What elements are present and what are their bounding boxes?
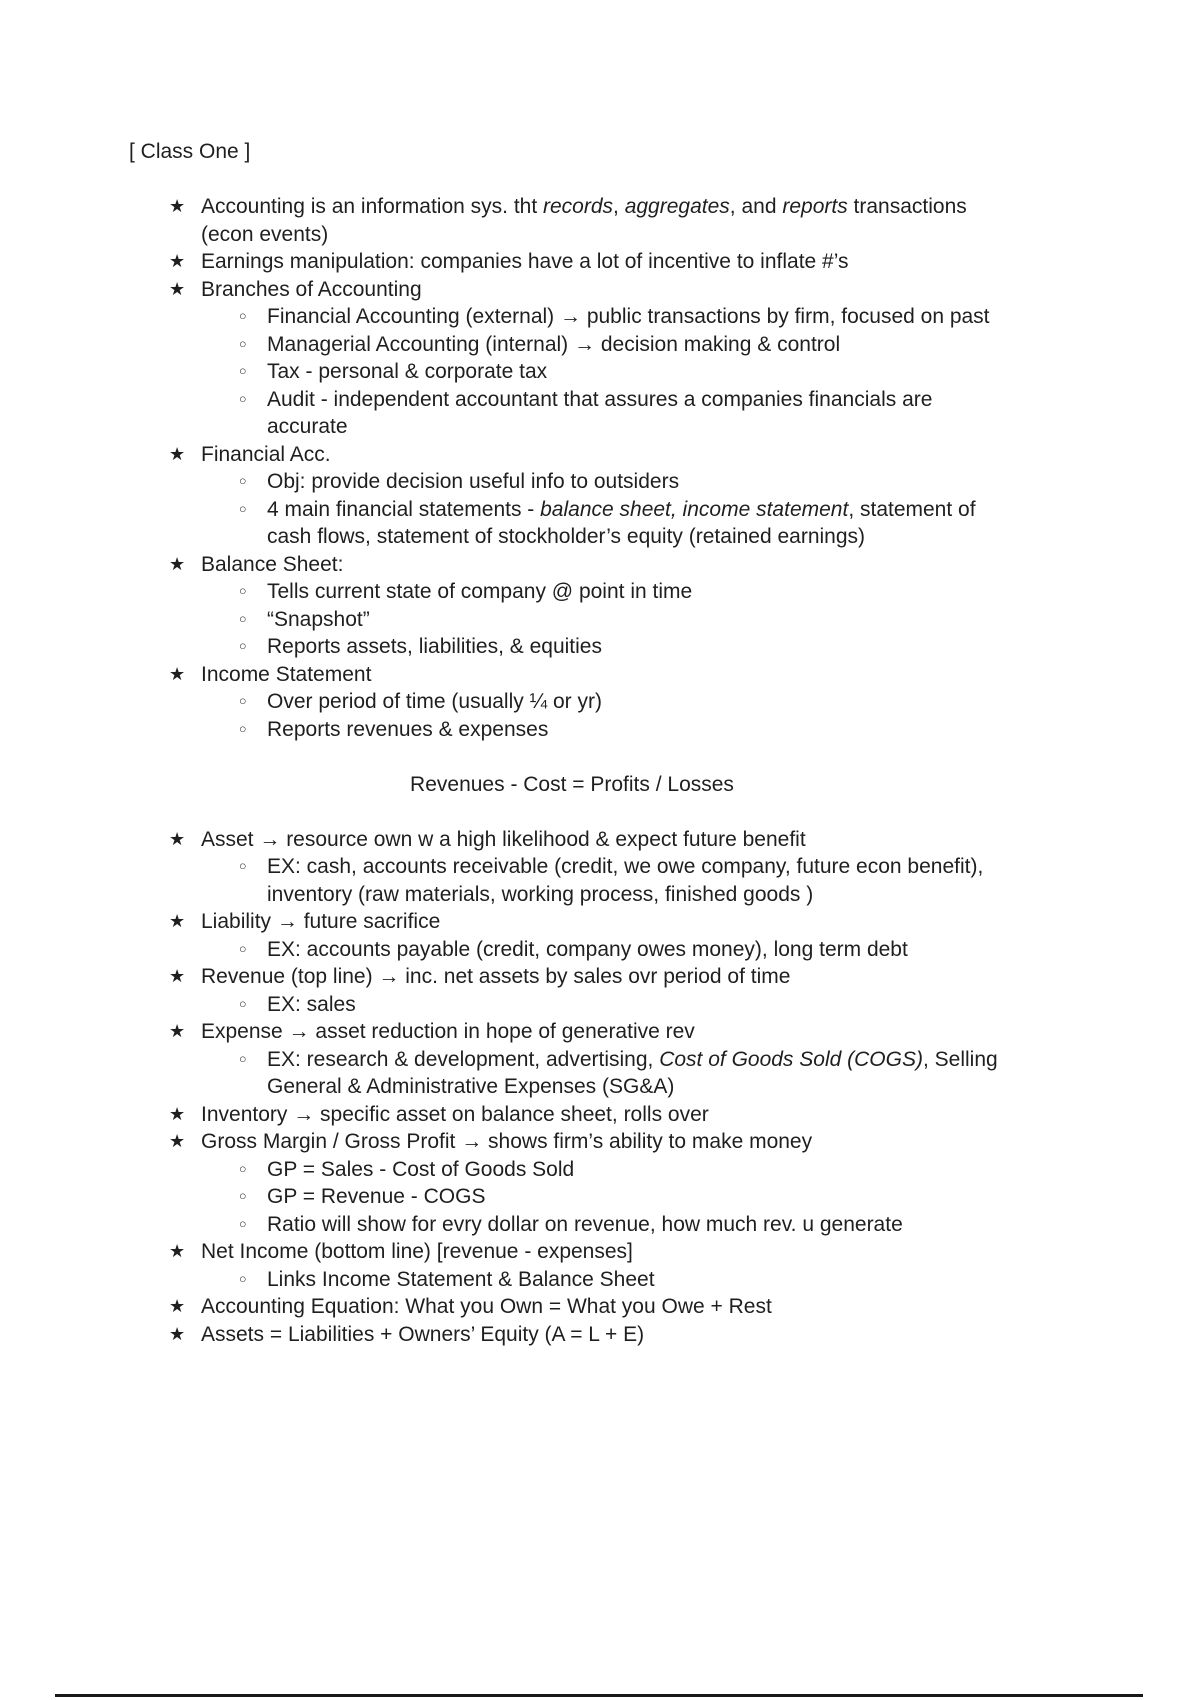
- note-item: [129, 248, 1015, 276]
- note-item: [129, 853, 1015, 908]
- note-text: EX: accounts payable (credit, company owes money), long term debt: [267, 937, 908, 961]
- note-item: [129, 468, 1015, 496]
- empty-line: [129, 798, 1015, 826]
- note-item: [129, 578, 1015, 606]
- circle-bullet-icon: ○: [239, 1189, 247, 1203]
- star-bullet-icon: ★: [169, 1323, 186, 1344]
- star-bullet-icon: ★: [169, 828, 186, 849]
- circle-bullet-icon: ○: [239, 859, 247, 873]
- note-text: Ratio will show for evry dollar on revenue, how much rev. u generate: [267, 1212, 903, 1236]
- circle-bullet-icon: ○: [239, 1051, 247, 1066]
- note-item: [129, 688, 1015, 716]
- circle-bullet-icon: ○: [239, 309, 247, 323]
- star-bullet-icon: ★: [169, 1131, 186, 1151]
- note-text: Tax - personal & corporate tax: [267, 360, 548, 383]
- note-text: Gross Margin / Gross Profit → shows firm’s ability to make money: [201, 1130, 813, 1153]
- note-item: [129, 1156, 1015, 1184]
- circle-bullet-icon: ○: [239, 996, 247, 1011]
- star-bullet-icon: ★: [169, 443, 186, 464]
- note-text: Income Statement: [201, 662, 372, 686]
- note-text: Branches of Accounting: [201, 277, 422, 301]
- note-item: [129, 1321, 1015, 1349]
- note-item: [129, 826, 1015, 854]
- note-item: [129, 936, 1015, 964]
- note-item: [129, 991, 1015, 1019]
- note-item: [129, 303, 1015, 331]
- circle-bullet-icon: ○: [239, 639, 247, 653]
- note-text: Audit - independent accountant that assures a companies financials are accurate: [267, 387, 933, 438]
- note-item: [129, 1266, 1015, 1294]
- note-item: [129, 1183, 1015, 1211]
- notes-list: [129, 193, 1015, 1348]
- note-text: GP = Sales - Cost of Goods Sold: [267, 1157, 575, 1181]
- note-text: Reports revenues & expenses: [267, 717, 549, 741]
- circle-bullet-icon: ○: [239, 611, 247, 626]
- circle-bullet-icon: ○: [239, 391, 247, 406]
- star-bullet-icon: ★: [169, 911, 186, 931]
- note-item: [129, 441, 1015, 469]
- circle-bullet-icon: ○: [239, 501, 247, 516]
- star-bullet-icon: ★: [169, 196, 186, 216]
- star-bullet-icon: ★: [169, 663, 186, 684]
- note-item: [129, 496, 1015, 551]
- star-bullet-icon: ★: [169, 278, 186, 299]
- star-bullet-icon: ★: [169, 1103, 186, 1124]
- circle-bullet-icon: ○: [239, 941, 247, 956]
- note-text: “Snapshot”: [267, 607, 370, 631]
- note-text: Managerial Accounting (internal) → decision making & control: [267, 332, 841, 356]
- star-bullet-icon: ★: [169, 1021, 186, 1041]
- note-item: [129, 633, 1015, 661]
- note-text: Accounting Equation: What you Own = What you Owe + Rest: [201, 1295, 772, 1318]
- note-item: [129, 963, 1015, 991]
- note-text: Inventory → specific asset on balance sheet, rolls over: [201, 1102, 709, 1126]
- note-item: [129, 358, 1015, 386]
- star-bullet-icon: ★: [169, 1241, 186, 1261]
- note-item: [129, 386, 1015, 441]
- star-bullet-icon: ★: [169, 251, 186, 271]
- note-text: EX: research & development, advertising, Cost of Goods Sold (COGS), Selling General & Administrative Expenses (SG&A): [267, 1047, 998, 1098]
- note-item: [129, 1018, 1015, 1046]
- note-text: EX: sales: [267, 992, 356, 1016]
- note-text: GP = Revenue - COGS: [267, 1185, 486, 1208]
- note-text: Revenues - Cost = Profits / Losses: [410, 772, 734, 796]
- note-item: [129, 1101, 1015, 1129]
- note-text: Expense → asset reduction in hope of generative rev: [201, 1020, 695, 1043]
- note-item: [129, 606, 1015, 634]
- circle-bullet-icon: ○: [239, 694, 247, 708]
- note-text: Revenue (top line) → inc. net assets by sales ovr period of time: [201, 965, 791, 988]
- note-item: [129, 331, 1015, 359]
- note-text: Balance Sheet:: [201, 552, 344, 576]
- note-item: [129, 276, 1015, 304]
- star-bullet-icon: ★: [169, 1296, 186, 1316]
- note-text: Earnings manipulation: companies have a lot of incentive to inflate #’s: [201, 250, 849, 273]
- page-title: [ Class One ]: [129, 140, 251, 163]
- document-content: [129, 138, 1015, 1348]
- empty-line: [129, 166, 1015, 194]
- note-text: Obj: provide decision useful info to outsiders: [267, 470, 680, 493]
- star-bullet-icon: ★: [169, 966, 186, 986]
- circle-bullet-icon: ○: [239, 1216, 247, 1231]
- note-item: [129, 1128, 1015, 1156]
- note-item: [129, 1238, 1015, 1266]
- circle-bullet-icon: ○: [239, 1161, 247, 1176]
- note-item: [129, 1211, 1015, 1239]
- star-bullet-icon: ★: [169, 553, 186, 574]
- note-item: [129, 1046, 1015, 1101]
- note-item: [129, 551, 1015, 579]
- circle-bullet-icon: ○: [239, 364, 247, 378]
- circle-bullet-icon: ○: [239, 1271, 247, 1286]
- circle-bullet-icon: ○: [239, 721, 247, 736]
- note-text: 4 main financial statements - balance sheet, income statement, statement of cash flows, statement of stockholder’s equity (retained earnings): [267, 497, 976, 548]
- note-text: EX: cash, accounts receivable (credit, we owe company, future econ benefit), inventory (raw materials, working process, finished goods ): [267, 855, 984, 906]
- note-text: Tells current state of company @ point in time: [267, 580, 693, 603]
- note-text: Assets = Liabilities + Owners’ Equity (A = L + E): [201, 1322, 645, 1346]
- note-item: [129, 771, 1015, 799]
- empty-line: [129, 743, 1015, 771]
- note-text: Over period of time (usually ¼ or yr): [267, 690, 602, 713]
- note-text: Net Income (bottom line) [revenue - expenses]: [201, 1240, 633, 1263]
- circle-bullet-icon: ○: [239, 474, 247, 488]
- page-bottom-divider: [55, 1694, 1143, 1697]
- note-text: Financial Accounting (external) → public transactions by firm, focused on past: [267, 305, 990, 328]
- note-text: Accounting is an information sys. tht records, aggregates, and reports transactions (econ events): [201, 195, 967, 246]
- note-item: [129, 1293, 1015, 1321]
- note-item: [129, 908, 1015, 936]
- note-text: Liability → future sacrifice: [201, 910, 441, 933]
- circle-bullet-icon: ○: [239, 584, 247, 598]
- note-text: Financial Acc.: [201, 442, 331, 466]
- circle-bullet-icon: ○: [239, 336, 247, 351]
- note-text: Reports assets, liabilities, & equities: [267, 635, 602, 658]
- note-item: [129, 661, 1015, 689]
- note-text: Asset → resource own w a high likelihood & expect future benefit: [201, 827, 806, 851]
- note-item: [129, 716, 1015, 744]
- note-text: Links Income Statement & Balance Sheet: [267, 1267, 655, 1291]
- note-item: [129, 193, 1015, 248]
